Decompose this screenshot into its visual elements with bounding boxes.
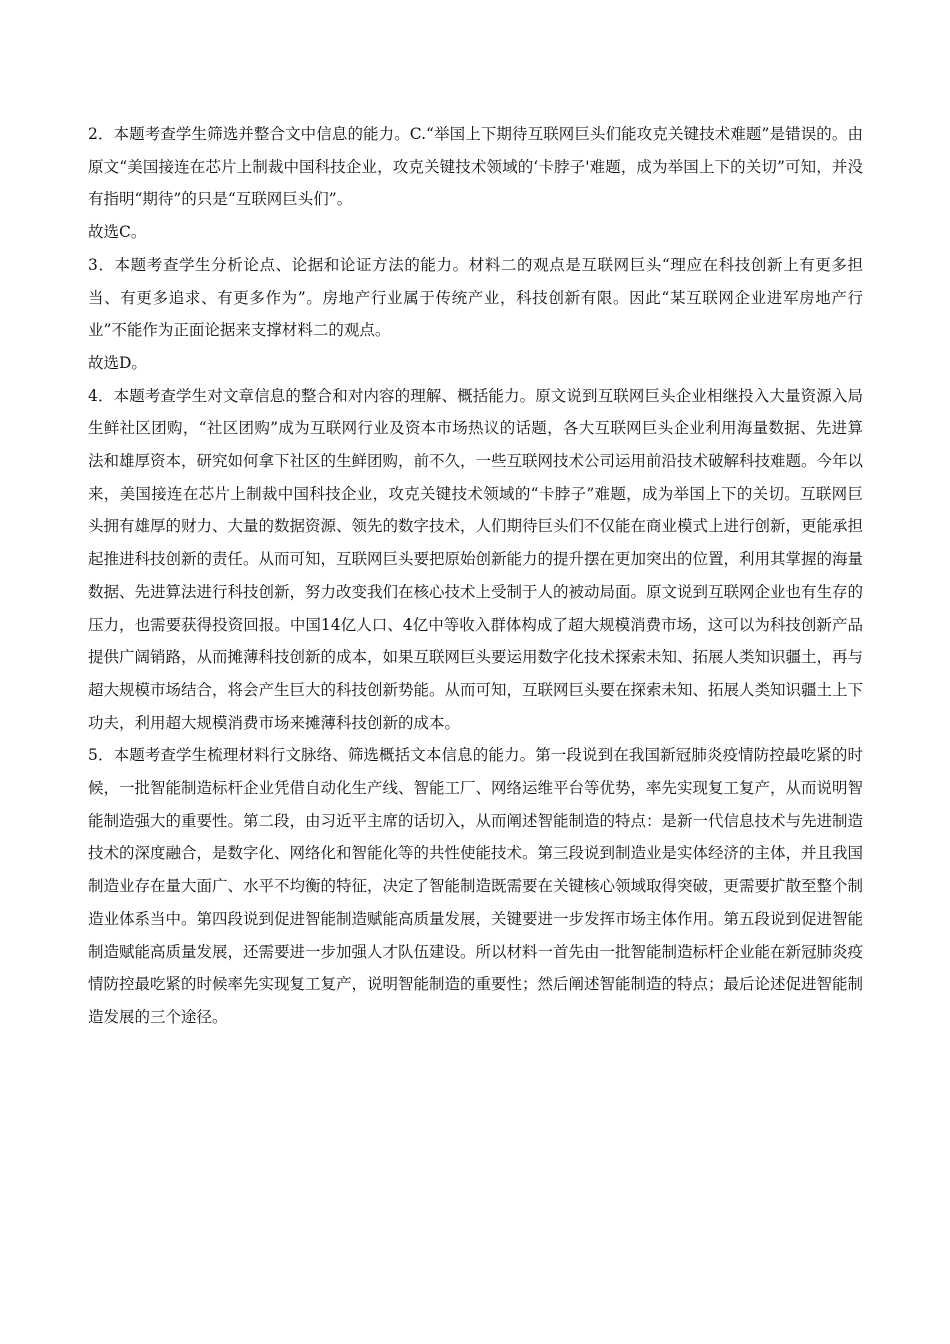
explanation-q5: 5．本题考查学生梳理材料行文脉络、筛选概括文本信息的能力。第一段说到在我国新冠肺炎疫情防控最吃紧的时候，一批智能制造标杆企业凭借自动化生产线、智能工厂、网络运维平台等优势，率先实现复工复产，从而说明智能制造强大的重要性。第二段，由习近平主席的话切入，从而阐述智能制造的特点：是新一代信息技术与先进制造技术的深度融合，是数字化、网络化和智能化等的共性使能技术。第三段说到制造业是实体经济的主体，并且我国制造业存在量大面广、水平不均衡的特征，决定了智能制造既需要在关键核心领域取得突破，更需要扩散至整个制造业体系当中。第四段说到促进智能制造赋能高质量发展，关键要进一步发挥市场主体作用。第五段说到促进智能制造赋能高质量发展，还需要进一步加强人才队伍建设。所以材料一首先由一批智能制造标杆企业能在新冠肺炎疫情防控最吃紧的时候率先实现复工复产，说明智能制造的重要性；然后阐述智能制造的特点；最后论述促进智能制造发展的三个途径。: [88, 746, 864, 1026]
answer-explanations: [88, 118, 863, 1034]
answer-q3: 故选D。: [88, 353, 147, 372]
explanation-q4: 4．本题考查学生对文章信息的整合和对内容的理解、概括能力。原文说到互联网巨头企业相继投入大量资源入局生鲜社区团购，“社区团购”成为互联网行业及资本市场热议的话题，各大互联网巨头企业利用海量数据、先进算法和雄厚资本，研究如何拿下社区的生鲜团购，前不久，一些互联网技术公司运用前沿技术破解科技难题。今年以来，美国接连在芯片上制裁中国科技企业，攻克关键技术领域的“卡脖子”难题，成为举国上下的关切。互联网巨头拥有雄厚的财力、大量的数据资源、领先的数字技术，人们期待巨头们不仅能在商业模式上进行创新，更能承担起推进科技创新的责任。从而可知，互联网巨头要把原始创新能力的提升摆在更加突出的位置，利用其掌握的海量数据、先进算法进行科技创新，努力改变我们在核心技术上受制于人的被动局面。原文说到互联网企业也有生存的压力，也需要获得投资回报。中国14亿人口、4亿中等收入群体构成了超大规模消费市场，这可以为科技创新产品提供广阔销路，从而摊薄科技创新的成本，如果互联网巨头要运用数字化技术探索未知、拓展人类知识疆土，再与超大规模市场结合，将会产生巨大的科技创新势能。从而可知，互联网巨头要在探索未知、拓展人类知识疆土上下功夫，利用超大规模消费市场来摊薄科技创新的成本。: [88, 386, 864, 732]
explanation-q3: 3．本题考查学生分析论点、论据和论证方法的能力。材料二的观点是互联网巨头“理应在科技创新上有更多担当、有更多追求、有更多作为”。房地产行业属于传统产业，科技创新有限。因此“某互联网企业进军房地产行业”不能作为正面论据来支撑材料二的观点。: [88, 255, 863, 340]
answer-q2: 故选C。: [88, 223, 147, 242]
explanation-q2: 2．本题考查学生筛选并整合文中信息的能力。C.“举国上下期待互联网巨头们能攻克关键技术难题”是错误的。由原文“美国接连在芯片上制裁中国科技企业，攻克关键技术领域的‘卡脖子'难题，成为举国上下的关切”可知，并没有指明“期待”的只是“互联网巨头们”。: [88, 125, 863, 209]
